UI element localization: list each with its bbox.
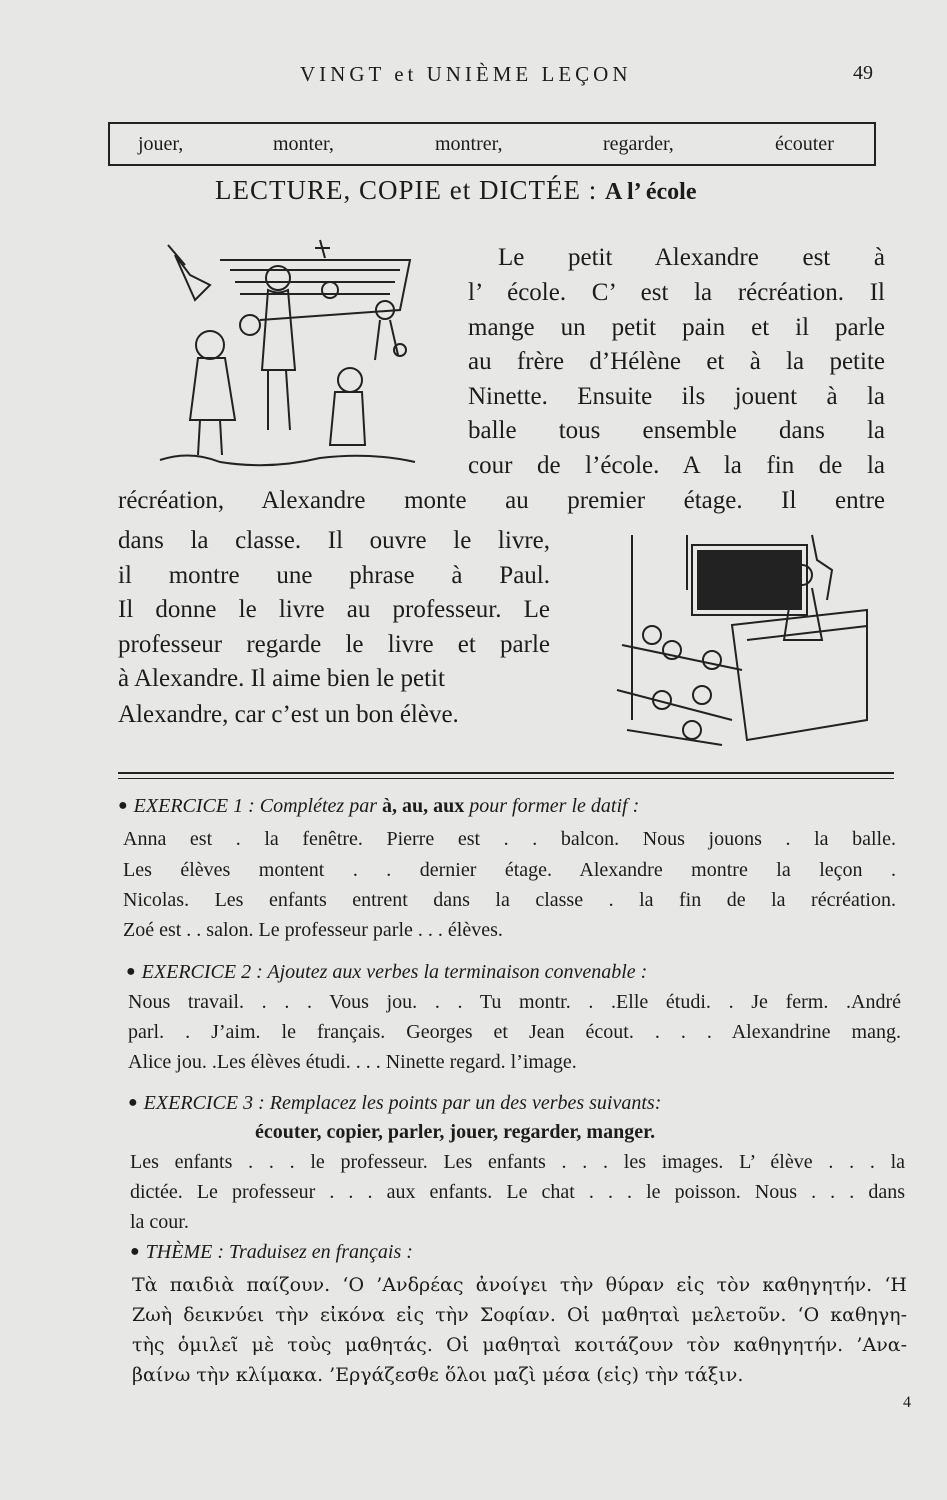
lecture-line: il montre une phrase à Paul. bbox=[118, 562, 550, 589]
divider-top bbox=[118, 772, 894, 774]
verb-regarder: regarder, bbox=[603, 133, 674, 155]
exercise-2-line: Nous travail. . . . Vous jou. . . Tu montr. . .Elle étudi. . Je ferm. .André bbox=[128, 991, 901, 1013]
exercise-3-title: ● EXERCICE 3 : Remplacez les points par un des verbes suivants: bbox=[128, 1092, 662, 1114]
verb-montrer: montrer, bbox=[435, 133, 503, 155]
playground-illustration bbox=[150, 230, 425, 490]
signature-mark: 4 bbox=[903, 1394, 911, 1411]
theme-line: τὴς ὁμιλεῖ μὲ τοὺς μαθητάς. Οἱ μαθηταὶ κοιτάζουν τὸν καθηγητήν. ’Ανα- bbox=[132, 1334, 907, 1356]
lecture-line: mange un petit pain et il parle bbox=[468, 314, 885, 341]
divider-bottom bbox=[118, 778, 894, 779]
exercise-2-line: Alice jou. .Les élèves étudi. . . . Ninette regard. l’image. bbox=[128, 1051, 577, 1073]
exercise-3-line: la cour. bbox=[130, 1211, 189, 1233]
theme-line: Ζωὴ δεικνύει τὴν εἰκόνα εἰς τὴν Σοφίαν. Οἱ μαθηταὶ μελετοῦν. ‘Ο καθηγη- bbox=[132, 1304, 907, 1326]
bullet-icon: ● bbox=[130, 1243, 140, 1260]
exercise-3-verbs: écouter, copier, parler, jouer, regarder, manger. bbox=[255, 1121, 656, 1143]
bullet-icon: ● bbox=[118, 797, 128, 814]
lecture-line: dans la classe. Il ouvre le livre, bbox=[118, 527, 550, 554]
lecture-line: récréation, Alexandre monte au premier étage. Il entre bbox=[118, 487, 885, 514]
lecture-line: Le petit Alexandre est à bbox=[498, 244, 885, 271]
lecture-line: professeur regarde le livre et parle bbox=[118, 631, 550, 658]
lecture-line: Il donne le livre au professeur. Le bbox=[118, 596, 550, 623]
exercise-1-line: Zoé est . . salon. Le professeur parle . . . élèves. bbox=[123, 919, 503, 941]
bullet-icon: ● bbox=[126, 963, 136, 980]
lecture-line: Ninette. Ensuite ils jouent à la bbox=[468, 383, 885, 410]
exercise-2-title: ● EXERCICE 2 : Ajoutez aux verbes la terminaison convenable : bbox=[126, 961, 648, 983]
lecture-line: Alexandre, car c’est un bon élève. bbox=[118, 701, 459, 728]
verb-list-box bbox=[108, 122, 876, 166]
exercise-1-line: Les élèves montent . . dernier étage. Alexandre montre la leçon . bbox=[123, 859, 896, 881]
verb-monter: monter, bbox=[273, 133, 334, 155]
lecture-title: LECTURE, COPIE et DICTÉE : A l’ école bbox=[215, 175, 697, 205]
lecture-line: cour de l’école. A la fin de la bbox=[468, 452, 885, 479]
lecture-line: balle tous ensemble dans la bbox=[468, 417, 885, 444]
page-header bbox=[0, 62, 947, 92]
bullet-icon: ● bbox=[128, 1094, 138, 1111]
verb-ecouter: écouter bbox=[775, 133, 834, 155]
exercise-3-line: Les enfants . . . le professeur. Les enfants . . . les images. L’ élève . . . la bbox=[130, 1151, 905, 1173]
blackboard bbox=[698, 551, 801, 609]
exercise-1-line: Nicolas. Les enfants entrent dans la classe . la fin de la récréation. bbox=[123, 889, 896, 911]
page-number: 49 bbox=[853, 62, 873, 84]
exercise-1-title: ● EXERCICE 1 : Complétez par à, au, aux pour former le datif : bbox=[118, 795, 640, 817]
bell-icon bbox=[175, 255, 210, 300]
lecture-line: au frère d’Hélène et à la petite bbox=[468, 348, 885, 375]
classroom-illustration bbox=[612, 530, 874, 752]
lecture-line: à Alexandre. Il aime bien le petit bbox=[118, 665, 445, 692]
verb-jouer: jouer, bbox=[138, 133, 184, 155]
lesson-title: VINGT et UNIÈME LEÇON bbox=[300, 62, 632, 86]
exercise-1-line: Anna est . la fenêtre. Pierre est . . balcon. Nous jouons . la balle. bbox=[123, 828, 896, 850]
exercise-3-line: dictée. Le professeur . . . aux enfants. Le chat . . . le poisson. Nous . . . dans bbox=[130, 1181, 905, 1203]
theme-line: βαίνω τὴν κλίμακα. ’Εργάζεσθε ὅλοι μαζὶ μέσα (εἰς) τὴν τάξιν. bbox=[132, 1364, 744, 1386]
theme-line: Τὰ παιδιὰ παίζουν. ‘Ο ’Ανδρέας ἀνοίγει τὴν θύραν εἰς τὸν καθηγητήν. ‘Η bbox=[132, 1274, 907, 1296]
exercise-2-line: parl. . J’aim. le français. Georges et Jean écout. . . . Alexandrine mang. bbox=[128, 1021, 901, 1043]
lecture-line: l’ école. C’ est la récréation. Il bbox=[468, 279, 885, 306]
theme-title: ● THÈME : Traduisez en français : bbox=[130, 1241, 413, 1263]
